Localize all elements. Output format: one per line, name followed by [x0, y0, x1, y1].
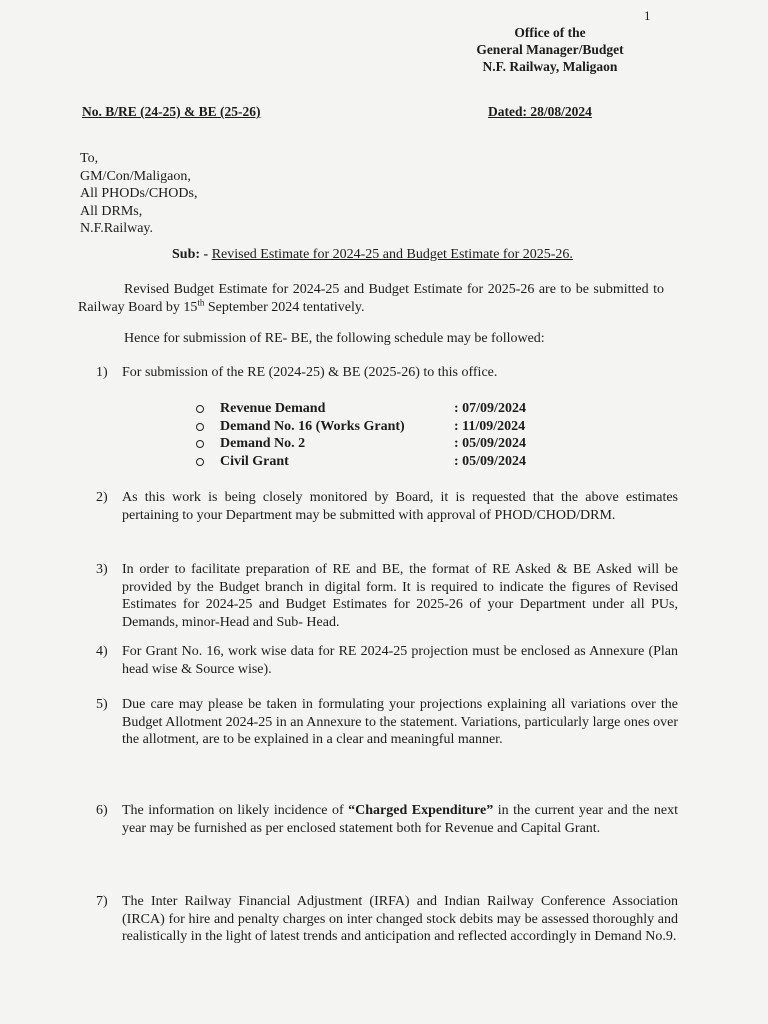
- item-text: For submission of the RE (2024-25) & BE (2025-26) to this office.: [122, 365, 498, 380]
- schedule-list: [196, 400, 556, 470]
- page-number: 1: [644, 8, 651, 23]
- item-text: In order to facilitate preparation of RE and BE, the format of RE Asked & BE Asked will be provided by the Budget branch in digital form. It is required to indicate the figures of Revised Estimates for 2024-25 and Budget Estimates for 2025-26 of your Department under all PUs, Demands, minor-Head and Sub- Head.: [122, 562, 678, 630]
- addressee-line: To,: [80, 151, 99, 166]
- charged-expenditure-term: “Charged Expenditure”: [348, 803, 494, 818]
- subject-text: Revised Estimate for 2024-25 and Budget Estimate for 2025-26.: [211, 247, 573, 262]
- schedule-row: [196, 453, 556, 471]
- schedule-date: : 05/09/2024: [454, 436, 526, 451]
- item-number: 7): [96, 894, 108, 909]
- office-line-1: Office of the: [514, 25, 586, 40]
- item-text: The Inter Railway Financial Adjustment (IRFA) and Indian Railway Conference Association (IRCA) for hire and penalty charges on inter changed stock debits may be assessed thoroughly and realistically in the light of latest trends and anticipation and reflected accordingly in Demand No.9.: [122, 894, 678, 944]
- schedule-label: Demand No. 16 (Works Grant): [220, 418, 405, 434]
- subject-line: [172, 247, 573, 263]
- addressee-line: N.F.Railway.: [80, 221, 154, 236]
- schedule-label: Revenue Demand: [220, 401, 326, 416]
- bullet-icon: [196, 458, 204, 466]
- schedule-intro: Hence for submission of RE- BE, the following schedule may be followed:: [124, 331, 545, 346]
- addressee-line: All PHODs/CHODs,: [80, 186, 198, 201]
- schedule-label: Civil Grant: [220, 453, 289, 469]
- schedule-row: [196, 418, 556, 436]
- schedule-date: : 11/09/2024: [454, 418, 526, 434]
- item-text: As this work is being closely monitored by Board, it is requested that the above estimates pertaining to your Department may be submitted with approval of PHOD/CHOD/DRM.: [122, 490, 678, 523]
- item-number: 2): [96, 490, 108, 505]
- addressee-block: [80, 150, 197, 238]
- schedule-date: : 05/09/2024: [454, 453, 526, 469]
- bullet-icon: [196, 405, 204, 413]
- addressee-line: GM/Con/Maligaon,: [80, 168, 191, 184]
- item-number: 1): [96, 365, 108, 380]
- item-text: Due care may please be taken in formulating your projections explaining all variations over the Budget Allotment 2024-25 in an Annexure to the statement. Variations, particularly large ones over the allotment, are to be explained in a clear and meaningful manner.: [122, 697, 678, 747]
- schedule-date: : 07/09/2024: [454, 401, 526, 416]
- bullet-icon: [196, 440, 204, 448]
- item-text-post: in the current year and the next year may be furnished as per enclosed statement both for Revenue and Capital Grant.: [122, 803, 678, 836]
- addressee-line: All DRMs,: [80, 203, 143, 219]
- item-text: [122, 802, 678, 837]
- office-line-3: N.F. Railway, Maligaon: [482, 59, 618, 74]
- subject-label: Sub: -: [172, 247, 209, 262]
- bullet-icon: [196, 423, 204, 431]
- item-number: 5): [96, 697, 108, 712]
- intro-superscript: th: [197, 296, 205, 307]
- intro-part-2: September 2024 tentatively.: [204, 299, 365, 315]
- item-number: 3): [96, 562, 108, 577]
- office-header: [440, 24, 660, 75]
- item-number: 4): [96, 644, 108, 659]
- intro-paragraph: [78, 281, 664, 316]
- office-line-2: General Manager/Budget: [476, 42, 624, 57]
- schedule-row: [196, 435, 556, 453]
- schedule-label: Demand No. 2: [220, 436, 306, 451]
- schedule-row: [196, 400, 556, 418]
- reference-number: No. B/RE (24-25) & BE (25-26): [82, 104, 261, 119]
- reference-date: Dated: 28/08/2024: [488, 104, 592, 119]
- item-text: For Grant No. 16, work wise data for RE 2024-25 projection must be enclosed as Annexure (Plan head wise & Source wise).: [122, 644, 678, 677]
- item-number: 6): [96, 803, 108, 818]
- item-text-pre: The information on likely incidence of: [122, 803, 349, 818]
- intro-part-1: Revised Budget Estimate for 2024-25 and Budget Estimate for 2025-26 are to be submitted to Railway Board by 15: [78, 282, 664, 315]
